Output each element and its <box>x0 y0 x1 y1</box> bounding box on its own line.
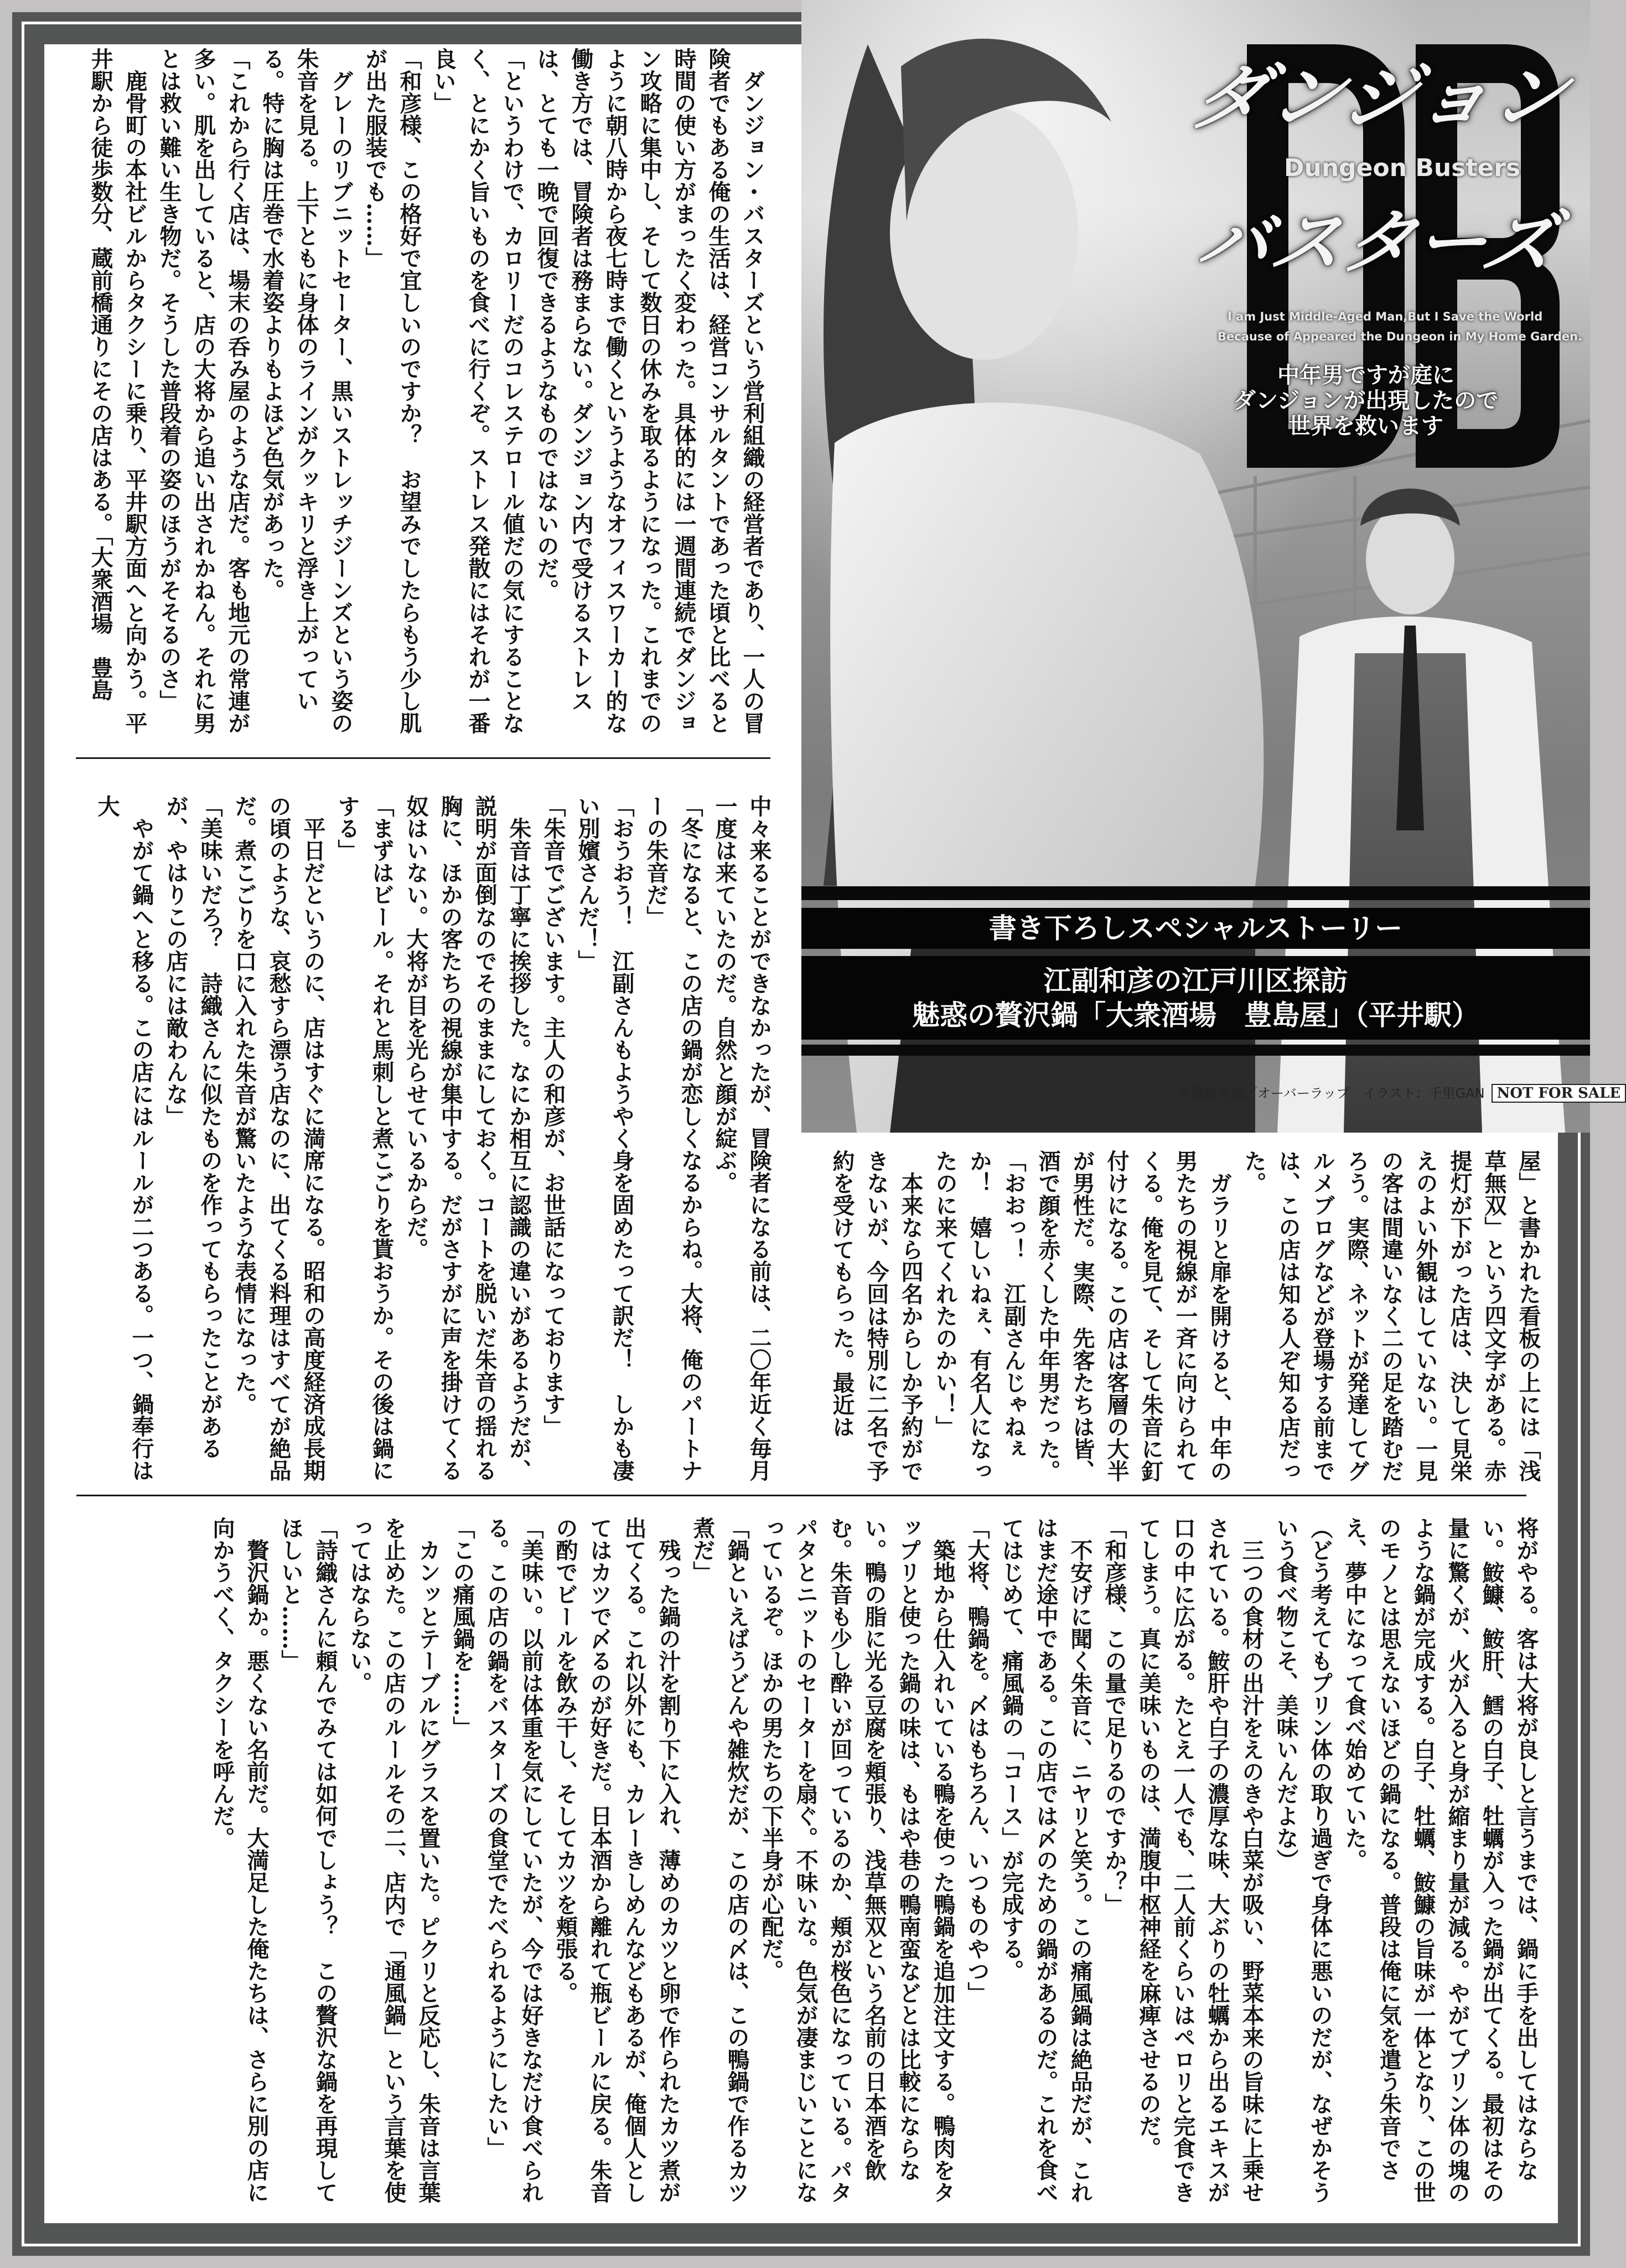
story-paragraph: 「これから行く店は、場末の呑み屋のような店だ。客も地元の常連が多い。肌を出していると、店の大将から追い出されかねん。それに男とは救い難い生き物だ。そうした普段着の姿のほうがそそるのさ」 <box>156 48 251 734</box>
story-paragraph: ガラリと扉を開けると、中年の男たちの視線が一斉に向けられてくる。俺を見て、そして朱音に釘付けになる。この店は客層の大半が男性だ。実際、先客たちは皆、酒で顔を赤くした中年男だった。 <box>1035 1150 1233 1482</box>
cover-illustration <box>801 0 1621 1133</box>
story-paragraph: 「この痛風鍋を……」 <box>449 1517 475 1738</box>
story-paragraph: 「美味い。以前は体重を気にしていたが、今では好きなだけ食べられる。この店の鍋をバスターズの食堂でたべられるようにしたい」 <box>484 1517 544 2203</box>
story-block-bottom <box>177 1517 1543 2205</box>
story-paragraph: カンッとテーブルにグラスを置いた。ピクリと反応し、朱音は言葉を止めた。この店のルールその二、店内で「通風鍋」という言葉を使ってはならない。 <box>346 1517 441 2203</box>
story-paragraph: 「まずはビール。それと馬刺しと煮こごりを貰おうか。その後は鍋にする」 <box>334 795 395 1481</box>
story-paragraph: 鹿骨町の本社ビルからタクシーに乗り、平井駅方面へと向かう。平井駅から徒歩数分、蔵前橋通りにその店はある。「大衆酒場 豊島 <box>87 48 148 734</box>
story-block-middle-left <box>73 795 776 1484</box>
story-paragraph: 本来なら四名からしか予約ができないが、今回は特別に二名で予約を受けてもらった。最近は <box>829 1150 924 1482</box>
credit-line <box>1178 1084 1626 1103</box>
banner-title-2: 魅惑の贅沢鍋「大衆酒場 豊島屋」（平井駅） <box>912 999 1479 1031</box>
story-paragraph: 屋」と書かれた看板の上には「浅草無双」という四文字がある。赤提灯が下がった店は、決して見栄えのよい外観はしていない。一見の客は間違いなく二の足を踏むだろう。実際、ネットが発達してグルメブログなどが登場する前までは、この店は知る人ぞ知る店だった。 <box>1241 1150 1541 1482</box>
story-paragraph: 「和彦様、この量で足りるのですか？」 <box>1101 1517 1127 1915</box>
story-paragraph: 「鍋といえばうどんや雑炊だが、この店の〆は、この鴨鍋で作るカツ煮だ」 <box>690 1517 750 2203</box>
story-paragraph: 「美味いだろ？ 詩織さんに似たものを作ってもらったことがあるが、やはりこの店には敵わんな」 <box>163 795 223 1459</box>
story-paragraph: 「詩織さんに頼んでみては如何でしょう？ この贅沢な鍋を再現してほしいと……」 <box>278 1517 338 2203</box>
banner-title-band <box>801 956 1590 1040</box>
banner-label-band <box>801 908 1590 949</box>
story-paragraph: やがて鍋へと移る。この店にはルールが二つある。一つ、鍋奉行は大 <box>94 795 154 1481</box>
logo-title-line1: ダンジョン <box>1185 55 1577 140</box>
logo-title-line2: バスターズ <box>1191 202 1565 284</box>
story-paragraph: 残った鍋の汁を割り下に入れ、薄めのカツと卵で作られたカツ煮が出てくる。これ以外にも、カレーきしめんなどもあるが、俺個人としてはカツで〆るのが好きだ。日本酒から離れて瓶ビールに戻る。朱音の酌でビールを飲み干し、そしてカツを頬張る。 <box>552 1517 681 2203</box>
logo-tagline-en-2: Because of Appeared the Dungeon in My Home Garden. <box>1218 330 1583 343</box>
logo-subtitle-line: 世界を救います <box>1288 414 1443 439</box>
logo-subtitle-line: 中年男ですが庭に <box>1277 363 1454 388</box>
story-paragraph: 「冬になると、この店の鍋が恋しくなるからね。大将、俺のパートナーの朱音だ」 <box>643 795 703 1481</box>
not-for-sale-badge: NOT FOR SALE <box>1492 1084 1626 1103</box>
banner-rule-top <box>801 886 1590 900</box>
story-paragraph: 「おうおう！ 江副さんもようやく身を固めたって訳だ！ しかも凄い別嬪さんだ！」 <box>574 795 635 1481</box>
banner-title-1: 江副和彦の江戸川区探訪 <box>1043 964 1348 997</box>
story-paragraph: 「おおっ！ 江副さんじゃねぇか！ 嬉しいねぇ、有名人になったのに来てくれたのかい！」 <box>932 1150 1027 1482</box>
story-block-top <box>55 48 769 754</box>
logo-subtitle-ja <box>1211 363 1521 439</box>
divider-top <box>76 757 770 759</box>
story-paragraph: 「朱音でございます。主人の和彦が、お世話になっております」 <box>540 795 566 1437</box>
story-paragraph: 不安げに聞く朱音に、ニヤリと笑う。この痛風鍋は絶品だが、これはまだ途中である。この店では〆のための鍋があるのだ。これを食べてはじめて、痛風鍋の「コース」が完成する。 <box>998 1517 1093 2203</box>
story-paragraph: 将がやる。客は大将が良しと言うまでは、鍋に手を出してはならない。鮟鱇、鮟肝、鱈の白子、牡蠣が入った鍋が出てくる。最初はその量に驚くが、火が入ると身が縮まり量が減る。やがてプリン体の塊のような鍋が完成する。白子、牡蠣、鮟鱇の旨味が一体となり、この世のモノとは思えないほどの鍋になる。普段は俺に気を遣う朱音でさえ、夢中になって食べ始めていた。 <box>1342 1517 1539 2203</box>
copyright-credit: ©篠崎冬馬／オーバーラップ イラスト：千里GAN <box>1178 1086 1485 1101</box>
logo-tagline-en-1: I am Just Middle-Aged Man,But I Save the World <box>1228 310 1543 323</box>
banner-label: 書き下ろしスペシャルストーリー <box>988 912 1403 944</box>
logo-english-title: Dungeon Busters <box>1284 154 1521 182</box>
story-paragraph: 三つの食材の出汁をえのきや白菜が吸い、野菜本来の旨味に上乗せされている。鮟肝や白子の濃厚な味、大ぶりの牡蠣から出るエキスが口の中に広がる。たとえ一人でも、二人前くらいはペロリと完食できてしまう。真に美味いものは、満腹中枢神経を麻痺させるのだ。 <box>1136 1517 1265 2203</box>
divider-middle <box>76 1495 1526 1496</box>
story-paragraph: グレーのリブニットセーター、黒いストレッチジーンズという姿の朱音を見る。上下ともに身体のラインがクッキリと浮き上がっている。特に胸は圧巻で水着姿よりもよほど色気があった。 <box>259 48 354 734</box>
banner-rule-bottom <box>801 1045 1590 1056</box>
story-paragraph: 「というわけで、カロリーだのコレステロール値だの気にすることなく、とにかく旨いものを食べに行くぞ。ストレス発散にはそれが一番良い」 <box>431 48 525 734</box>
story-paragraph: 朱音は丁寧に挨拶した。なにか相互に認識の違いがあるようだが、説明が面倒なのでそのままにしておく。コートを脱いだ朱音の揺れる胸に、ほかの客たちの視線が集中する。だがさすがに声を掛けてくる奴はいない。大将が目を光らせているからだ。 <box>403 795 532 1481</box>
story-paragraph: 築地から仕入れいている鴨を使った鴨鍋を追加注文する。鴨肉をタップリと使った鍋の味は、もはや巷の鴨南蛮などとは比較にならない。鴨の脂に光る豆腐を頬張り、浅草無双という名前の日本酒を飲む。朱音も少し酔いが回っているのか、頬が桜色になっている。パタパタとニットのセーターを扇ぐ。不味いな。色気が凄まじいことになっているぞ。ほかの男たちの下半身が心配だ。 <box>758 1517 956 2203</box>
story-paragraph: 平日だというのに、店はすぐに満席になる。昭和の高度経済成長期の頃のような、哀愁すら漂う店なのに、出てくる料理はすべてが絶品だ。煮こごりを口に入れた朱音が驚いたような表情になった。 <box>231 795 326 1481</box>
story-block-middle-right <box>776 1150 1545 1484</box>
story-paragraph: （どう考えてもプリン体の取り過ぎで身体に悪いのだが、なぜかそういう食べ物こそ、美味いんだよな） <box>1273 1517 1333 2203</box>
logo-subtitle-line: ダンジョンが出現したので <box>1233 388 1499 414</box>
man-face <box>1366 504 1454 614</box>
story-paragraph: ダンジョン・バスターズという営利組織の経営者であり、一人の冒険者でもある俺の生活は、経営コンサルタントであった頃と比べると時間の使い方がまったく変わった。具体的には一週間連続でダンジョン攻略に集中し、そして数日の休みを取るようになった。これまでのように朝八時から夜七時まで働くというようなオフィスワーカー的な働き方では、冒険者は務まらない。ダンジョン内で受けるストレスは、とても一晩で回復できるようなものではないのだ。 <box>534 48 765 734</box>
story-paragraph: 中々来ることができなかったが、冒険者になる前は、二〇年近く毎月一度は来ていたのだ。自然と顔が綻ぶ。 <box>712 795 772 1481</box>
story-paragraph: 「和彦様、この格好で宜しいのですか？ お望みでしたらもう少し肌が出た服装でも……」 <box>362 48 422 734</box>
story-paragraph: 贅沢鍋か。悪くない名前だ。大満足した俺たちは、さらに別の店に向かうべく、タクシーを呼んだ。 <box>209 1517 270 2203</box>
story-paragraph: 「大将、鴨鍋を。〆はもちろん、いつものやつ」 <box>964 1517 990 2004</box>
